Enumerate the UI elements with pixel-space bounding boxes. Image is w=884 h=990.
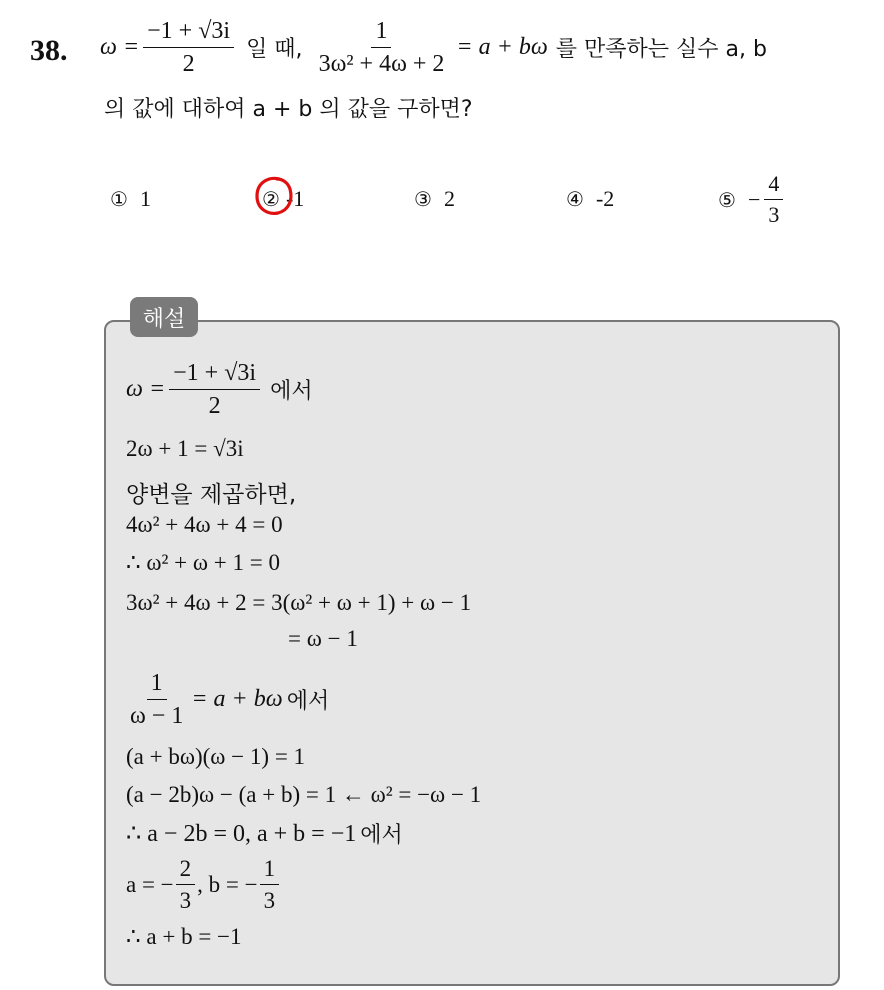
sol-b-denominator: 3 xyxy=(263,888,276,914)
solution-line-7: = ω − 1 xyxy=(288,626,358,651)
sol-omega-fraction xyxy=(169,360,260,420)
sol-line-8-text: 에서 xyxy=(286,689,330,715)
sol-line-11-math: ∴ a − 2b = 0, a + b = −1 xyxy=(126,821,357,847)
question-text-2: 의 값에 대하여 a + b 의 값을 구하면? xyxy=(104,97,473,122)
question-text-1: 를 만족하는 실수 a, b xyxy=(555,37,767,63)
solution-line-10: (a − 2b)ω − (a + b) = 1 ← ω² = −ω − 1 xyxy=(126,782,482,807)
sol-a-fraction xyxy=(176,856,196,914)
solution-line-9: (a + bω)(ω − 1) = 1 xyxy=(126,744,306,769)
solution-line-8 xyxy=(126,670,329,730)
sol-b-value-lhs: , b = − xyxy=(197,871,258,897)
answer-circle-mark xyxy=(252,174,296,218)
solution-line-4: 4ω² + 4ω + 4 = 0 xyxy=(126,512,283,537)
choice-3-symbol: ③ xyxy=(414,187,432,211)
question-line-1 xyxy=(100,18,767,78)
sol-a-numerator: 2 xyxy=(176,856,196,885)
omega-def-lhs: ω = xyxy=(100,34,140,61)
solution-line-13: ∴ a + b = −1 xyxy=(126,924,242,949)
solution-line-2: 2ω + 1 = √3i xyxy=(126,436,244,461)
question-number: 38. xyxy=(30,34,68,67)
solution-line-3: 양변을 제곱하면, xyxy=(126,482,297,508)
sol-omega-lhs: ω = xyxy=(126,376,166,403)
sol-b-fraction xyxy=(260,856,280,914)
choice-5-symbol: ⑤ xyxy=(718,187,736,212)
answer-choices xyxy=(0,172,884,232)
solution-line-12 xyxy=(126,856,281,914)
equals-expression: = a + bω xyxy=(456,34,548,61)
omega-fraction xyxy=(143,18,234,78)
choice-4-value: -2 xyxy=(595,186,615,211)
solution-line-6: 3ω² + 4ω + 2 = 3(ω² + ω + 1) + ω − 1 xyxy=(126,590,472,615)
expression-numerator: 1 xyxy=(371,18,391,48)
when-text: 일 때, xyxy=(246,37,303,63)
sol-recip-numerator: 1 xyxy=(147,670,167,700)
choice-1-value: 1 xyxy=(139,186,151,211)
sol-recip-fraction xyxy=(126,670,187,730)
sol-omega-numerator: −1 + √3i xyxy=(169,360,260,390)
sol-line-8-rest: = a + bω xyxy=(191,686,283,713)
question-line-2 xyxy=(104,92,473,123)
solution-line-5: ∴ ω² + ω + 1 = 0 xyxy=(126,550,280,575)
choice-1-symbol: ① xyxy=(110,187,128,211)
expression-fraction xyxy=(315,18,449,78)
sol-a-value-lhs: a = − xyxy=(126,871,174,897)
sol-recip-denominator: ω − 1 xyxy=(130,703,184,730)
expression-denominator: 3ω² + 4ω + 2 xyxy=(318,51,445,78)
choice-2-symbol: ② xyxy=(262,187,280,211)
choice-2-value: -1 xyxy=(285,186,305,211)
omega-numerator: −1 + √3i xyxy=(143,18,234,48)
choice-3[interactable] xyxy=(414,186,455,212)
choice-5-fraction xyxy=(764,172,783,227)
choice-5-numerator: 4 xyxy=(764,172,783,200)
choice-5-denominator: 3 xyxy=(768,202,780,228)
solution-line-11 xyxy=(126,818,403,849)
choice-5-sign: − xyxy=(747,186,761,212)
choice-5[interactable] xyxy=(718,172,787,227)
omega-denominator: 2 xyxy=(182,51,195,78)
solution-badge: 해설 xyxy=(130,297,198,337)
choice-1[interactable] xyxy=(110,186,151,212)
sol-line-11-text: 에서 xyxy=(360,823,403,848)
solution-line-1 xyxy=(126,360,313,420)
choice-4-symbol: ④ xyxy=(566,187,584,211)
sol-a-denominator: 3 xyxy=(179,888,192,914)
sol-omega-denominator: 2 xyxy=(208,393,221,420)
choice-4[interactable] xyxy=(566,186,614,212)
sol-b-numerator: 1 xyxy=(260,856,280,885)
sol-line-1-text: 에서 xyxy=(270,379,313,405)
choice-3-value: 2 xyxy=(443,186,455,211)
